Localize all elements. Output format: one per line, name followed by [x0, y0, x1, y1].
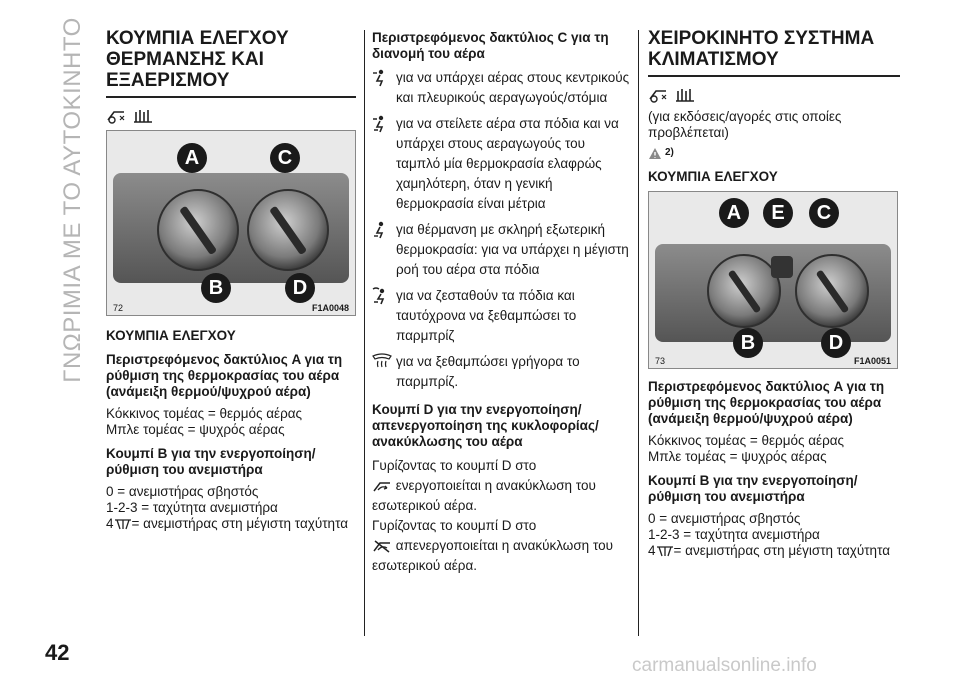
- section-title: ΧΕΙΡΟΚΙΝΗΤΟ ΣΥΣΤΗΜΑ ΚΛΙΜΑΤΙΣΜΟΥ: [648, 28, 900, 77]
- knob-a: [707, 254, 781, 328]
- column-divider-2: [638, 30, 639, 636]
- fan-max-icon: [114, 518, 132, 530]
- recirculation-on-icon: [372, 479, 392, 493]
- car-fan-icon: [648, 85, 670, 103]
- figure-72: [106, 130, 356, 316]
- label-e: E: [763, 198, 793, 228]
- knob-a: [157, 189, 239, 271]
- label-b: B: [201, 273, 231, 303]
- item-text: για να υπάρχει αέρας στους κεντρικούς και πλευρικούς αεραγωγούς/στόμια: [396, 70, 630, 105]
- fan-speed-text: 1-2-3 = ταχύτητα ανεμιστήρα: [648, 527, 820, 542]
- blue-sector-text: Μπλε τομέας = ψυχρός αέρας: [648, 449, 827, 464]
- label-c: C: [270, 143, 300, 173]
- column-3: [648, 28, 900, 559]
- section-icons: [648, 85, 900, 105]
- column-2: [372, 28, 630, 576]
- knob-a-heading: Περιστρεφόμενος δακτύλιος A για τη ρύθμιση της θερμοκρασίας του αέρα (ανάμειξη θερμού/ψυχρού αέρα): [648, 379, 885, 426]
- feet-vent-icon: [372, 221, 388, 239]
- knob-c-heading: Περιστρεφόμενος δακτύλιος C για τη διανομή του αέρα: [372, 30, 609, 61]
- list-item: [372, 220, 630, 280]
- subtitle: ΚΟΥΜΠΙΑ ΕΛΕΓΧΟΥ: [106, 328, 236, 343]
- figure-code: F1A0051: [853, 356, 891, 366]
- fan-max-prefix: 4: [106, 516, 114, 531]
- list-item: [372, 114, 630, 214]
- face-feet-vent-icon: [372, 115, 388, 133]
- heater-icon: [674, 85, 696, 103]
- figure-number: 72: [113, 303, 124, 313]
- section-icons: [106, 106, 356, 126]
- version-note: (για εκδόσεις/αγορές στις οποίες προβλέπεται): [648, 109, 842, 140]
- list-item: [372, 286, 630, 346]
- column-divider-1: [364, 30, 365, 636]
- fan-max-label: = ανεμιστήρας στη μέγιστη ταχύτητα: [131, 516, 349, 531]
- face-vent-icon: [372, 69, 388, 87]
- label-a: A: [719, 198, 749, 228]
- fan-max-text: [648, 543, 900, 559]
- watermark: carmanualsonline.info: [632, 655, 817, 676]
- recirc-off-text: [372, 516, 630, 576]
- recirc-on-label: ενεργοποιείται η ανακύκλωση του εσωτερικού αέρα.: [372, 478, 596, 513]
- defrost-windscreen-icon: [372, 353, 392, 369]
- fan-speed-text: 1-2-3 = ταχύτητα ανεμιστήρα: [106, 500, 278, 515]
- knob-e: [771, 256, 793, 278]
- item-text: για να ζεσταθούν τα πόδια και ταυτόχρονα να ξεθαμπώσει το παρμπρίζ: [396, 288, 577, 343]
- fan-max-prefix: 4: [648, 543, 656, 558]
- recirc-off-label: απενεργοποιείται η ανακύκλωση του εσωτερικού αέρα.: [372, 538, 613, 573]
- knob-a-heading: Περιστρεφόμενος δακτύλιος A για τη ρύθμιση της θερμοκρασίας του αέρα (ανάμειξη θερμού/ψυχρού αέρα): [106, 352, 343, 399]
- feet-windscreen-vent-icon: [372, 287, 390, 305]
- item-text: για να ξεθαμπώσει γρήγορα το παρμπρίζ.: [396, 354, 580, 389]
- figure-code: F1A0048: [311, 303, 349, 313]
- fan-max-icon: [656, 545, 674, 557]
- label-c: C: [809, 198, 839, 228]
- item-text: για να στείλετε αέρα στα πόδια και να υπάρχει στους αεραγωγούς του ταμπλό μία θερμοκρασία ελαφρώς χαμηλότερη, όταν η γενική θερμοκρασία είναι μέτρια: [396, 116, 619, 211]
- heater-icon: [132, 106, 154, 124]
- red-sector-text: Κόκκινος τομέας = θερμός αέρας: [648, 433, 845, 448]
- blue-sector-text: Μπλε τομέας = ψυχρός αέρας: [106, 422, 285, 437]
- warning-icon: [648, 147, 662, 160]
- section-title: ΚΟΥΜΠΙΑ ΕΛΕΓΧΟΥ ΘΕΡΜΑΝΣΗΣ ΚΑΙ ΕΞΑΕΡΙΣΜΟΥ: [106, 28, 356, 98]
- knob-c: [247, 189, 329, 271]
- list-item: [372, 68, 630, 108]
- side-tab: [58, 17, 88, 383]
- knob-b-heading: Κουμπί B για την ενεργοποίηση/ρύθμιση του ανεμιστήρα: [106, 446, 316, 477]
- page-number: 42: [45, 640, 70, 665]
- knob-c: [795, 254, 869, 328]
- side-tab-label: ΓΝΩΡΙΜΙΑ ΜΕ ΤΟ ΑΥΤΟΚΙΝΗΤΟ: [59, 17, 87, 383]
- car-fan-icon: [106, 106, 128, 124]
- figure-73: [648, 191, 898, 369]
- recirculation-off-icon: [372, 539, 392, 553]
- list-item: [372, 352, 630, 392]
- label-a: A: [177, 143, 207, 173]
- fan-max-label: = ανεμιστήρας στη μέγιστη ταχύτητα: [673, 543, 891, 558]
- column-1: [106, 28, 356, 532]
- label-d: D: [821, 328, 851, 358]
- fan-max-text: [106, 516, 356, 532]
- label-b: B: [733, 328, 763, 358]
- item-text: για θέρμανση με σκληρή εξωτερική θερμοκρασία: για να υπάρχει η μέγιστη ροή του αέρα στα πόδια: [396, 222, 629, 277]
- knob-b-heading: Κουμπί B για την ενεργοποίηση/ρύθμιση του ανεμιστήρα: [648, 473, 858, 504]
- fan-off-text: 0 = ανεμιστήρας σβηστός: [106, 484, 259, 499]
- label-d: D: [285, 273, 315, 303]
- knob-d-heading: Κουμπί D για την ενεργοποίηση/απενεργοποίηση της κυκλοφορίας/ανακύκλωσης του αέρα: [372, 402, 599, 449]
- subtitle: ΚΟΥΜΠΙΑ ΕΛΕΓΧΟΥ: [648, 169, 778, 184]
- warning-row: [648, 145, 900, 161]
- recirc-on-prefix: Γυρίζοντας το κουμπί D στο: [372, 458, 537, 473]
- fan-off-text: 0 = ανεμιστήρας σβηστός: [648, 511, 801, 526]
- red-sector-text: Κόκκινος τομέας = θερμός αέρας: [106, 406, 303, 421]
- recirc-off-prefix: Γυρίζοντας το κουμπί D στο: [372, 518, 537, 533]
- figure-number: 73: [655, 356, 666, 366]
- warning-ref: 2): [665, 147, 674, 158]
- recirc-on-text: [372, 456, 630, 516]
